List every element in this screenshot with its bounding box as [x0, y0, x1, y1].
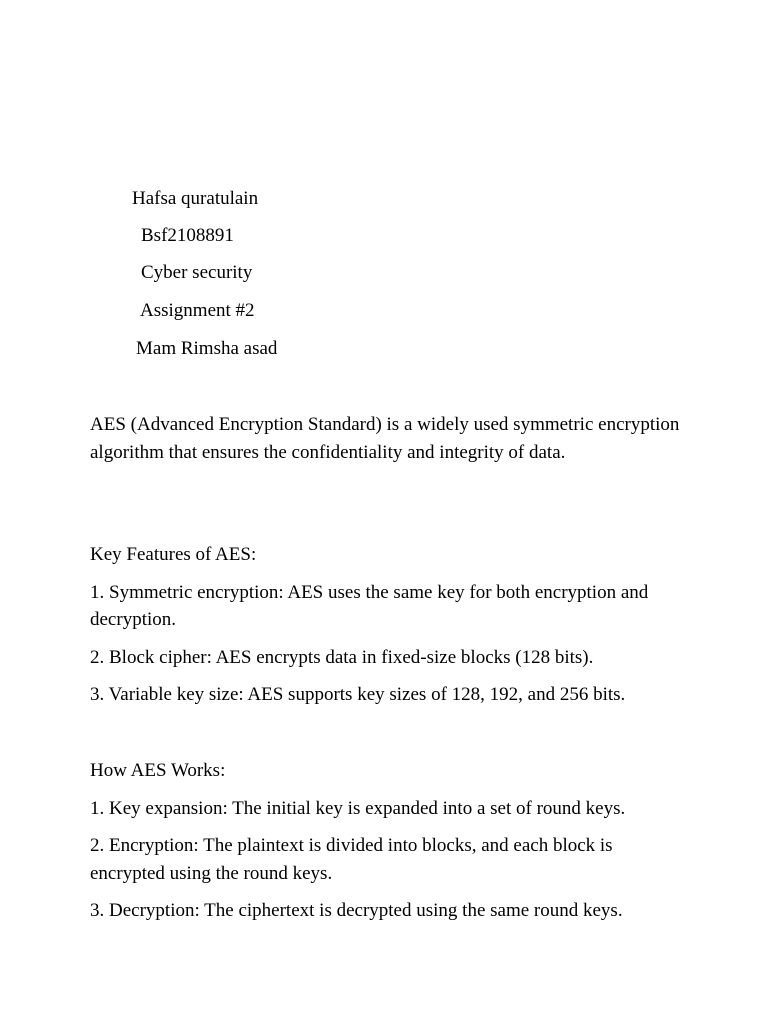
assignment-title: Assignment #2: [140, 300, 255, 321]
teacher-name: Mam Rimsha asad: [136, 338, 278, 359]
list-item: 3. Variable key size: AES supports key sizes of 128, 192, and 256 bits.: [90, 684, 626, 705]
how-it-works-section: [90, 757, 680, 935]
intro-section: [90, 411, 680, 466]
intro-paragraph: AES (Advanced Encryption Standard) is a widely used symmetric encryption algorithm that ensures the confidentiality and integrity of data.: [90, 414, 680, 463]
list-item: 3. Decryption: The ciphertext is decrypted using the same round keys.: [90, 900, 623, 921]
student-name: Hafsa quratulain: [132, 188, 259, 209]
course-name: Cyber security: [141, 262, 253, 283]
list-item: 1. Symmetric encryption: AES uses the same key for both encryption and decryption.: [90, 581, 649, 630]
list-item: 2. Block cipher: AES encrypts data in fixed-size blocks (128 bits).: [90, 646, 594, 668]
roll-number: Bsf2108891: [141, 225, 234, 246]
list-item: 2. Encryption: The plaintext is divided into blocks, and each block is encrypted using the round keys.: [90, 835, 613, 884]
list-item: 1. Key expansion: The initial key is expanded into a set of round keys.: [90, 797, 626, 819]
features-heading: Key Features of AES:: [90, 544, 257, 565]
how-it-works-heading: How AES Works:: [90, 760, 226, 781]
features-section: [90, 541, 680, 719]
